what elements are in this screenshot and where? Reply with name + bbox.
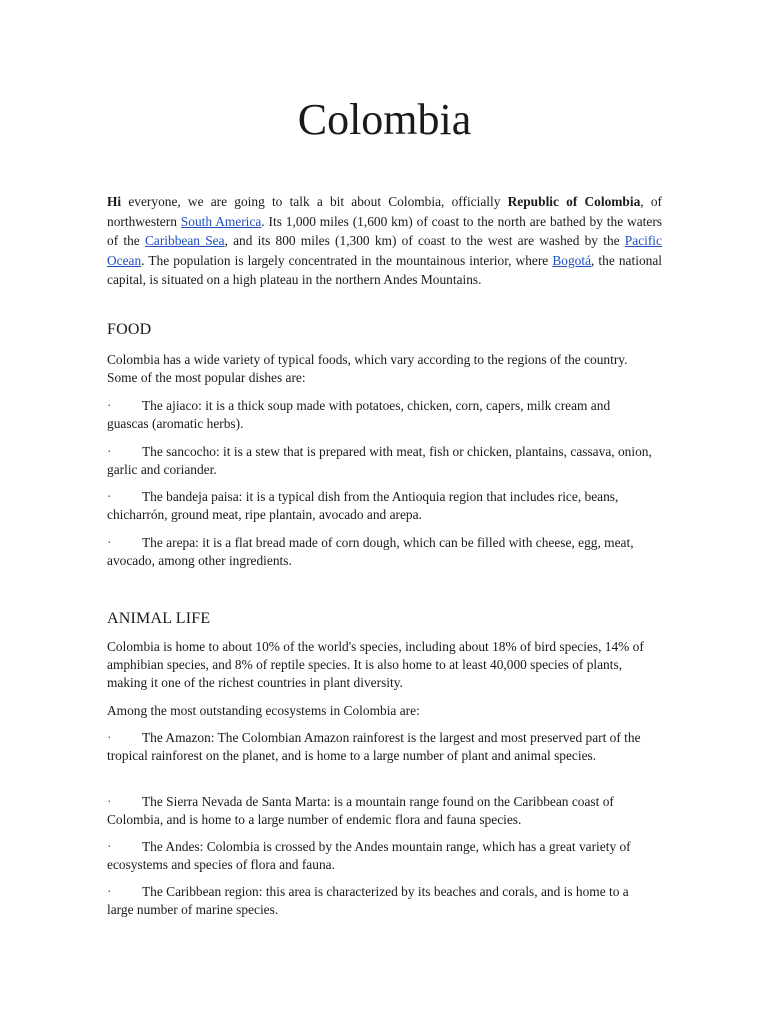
intro-greeting: Hi: [107, 194, 122, 209]
bullet-icon: ·: [107, 730, 112, 745]
food-list-item: [107, 534, 652, 570]
ecosystem-item-text: The Caribbean region: this area is characterized by its beaches and corals, and is home to a large number of marine species.: [107, 884, 629, 917]
food-heading: FOOD: [107, 321, 152, 338]
intro-text-6: , the national capital, is situated on a high plateau in the northern Andes Mountains.: [107, 252, 662, 288]
ecosystem-list-item: [107, 838, 652, 874]
ecosystem-item-text: The Andes: Colombia is crossed by the Andes mountain range, which has a great variety of ecosystems and species of flora and fauna.: [107, 839, 631, 872]
animal-life-heading: ANIMAL LIFE: [107, 610, 211, 627]
food-item-text: The sancocho: it is a stew that is prepared with meat, fish or chicken, plantains, cassava, onion, garlic and coriander.: [107, 444, 652, 477]
food-item-text: The arepa: it is a flat bread made of corn dough, which can be filled with cheese, egg, meat, avocado, among other ingredients.: [107, 535, 634, 568]
food-item-text: The bandeja paisa: it is a typical dish from the Antioquia region that includes rice, beans, chicharrón, ground meat, ripe plantain, avocado and arepa.: [107, 489, 619, 522]
intro-text-3: . Its 1,000 miles (1,600 km) of coast to the north are bathed by the waters of the: [107, 213, 662, 249]
ecosystem-list-item: [107, 883, 652, 919]
food-list-item: [107, 397, 652, 433]
bullet-icon: ·: [107, 398, 112, 413]
intro-official-name: Republic of Colombia: [507, 194, 641, 209]
ecosystems-intro: Among the most outstanding ecosystems in Colombia are:: [107, 703, 420, 718]
food-intro: Colombia has a wide variety of typical foods, which vary according to the regions of the country. Some of the most popular dishes are:: [107, 352, 628, 385]
food-list-item: [107, 488, 652, 524]
pacific-ocean-link[interactable]: Pacific Ocean: [107, 233, 662, 268]
intro-text-4: , and its 800 miles (1,300 km) of coast to the west are washed by the: [224, 233, 625, 249]
ecosystem-list-item: [107, 729, 652, 765]
food-item-text: The ajiaco: it is a thick soup made with potatoes, chicken, corn, capers, milk cream and guascas (aromatic herbs).: [107, 398, 611, 431]
south-america-link[interactable]: South America: [180, 213, 262, 229]
bullet-icon: ·: [107, 444, 112, 459]
ecosystem-item-text: The Amazon: The Colombian Amazon rainforest is the largest and most preserved part of the tropical rainforest on the planet, and is home to a large number of plant and animal species.: [107, 730, 641, 763]
intro-text-1: everyone, we are going to talk a bit about Colombia, officially: [121, 194, 508, 209]
intro-text-5: . The population is largely concentrated in the mountainous interior, where: [141, 252, 553, 268]
ecosystem-item-text: The Sierra Nevada de Santa Marta: is a mountain range found on the Caribbean coast of Colombia, and is home to a large number of endemic flora and fauna species.: [107, 794, 614, 827]
food-list-item: [107, 443, 652, 479]
intro-text-2: , of northwestern: [107, 194, 662, 229]
animal-life-intro: Colombia is home to about 10% of the world's species, including about 18% of bird species, 14% of amphibian species, and 8% of reptile species. It is also home to at least 40,000 species of plants, making it one of the richest countries in plant diversity.: [107, 639, 644, 690]
bullet-icon: ·: [107, 794, 112, 809]
bullet-icon: ·: [107, 535, 112, 550]
bullet-icon: ·: [107, 884, 112, 899]
bullet-icon: ·: [107, 839, 112, 854]
bogota-link[interactable]: Bogotá: [552, 252, 592, 268]
bullet-icon: ·: [107, 489, 112, 504]
caribbean-sea-link[interactable]: Caribbean Sea: [144, 233, 225, 249]
ecosystem-list-item: [107, 793, 652, 829]
intro-paragraph: [107, 192, 662, 290]
page-title: Colombia: [297, 95, 472, 144]
